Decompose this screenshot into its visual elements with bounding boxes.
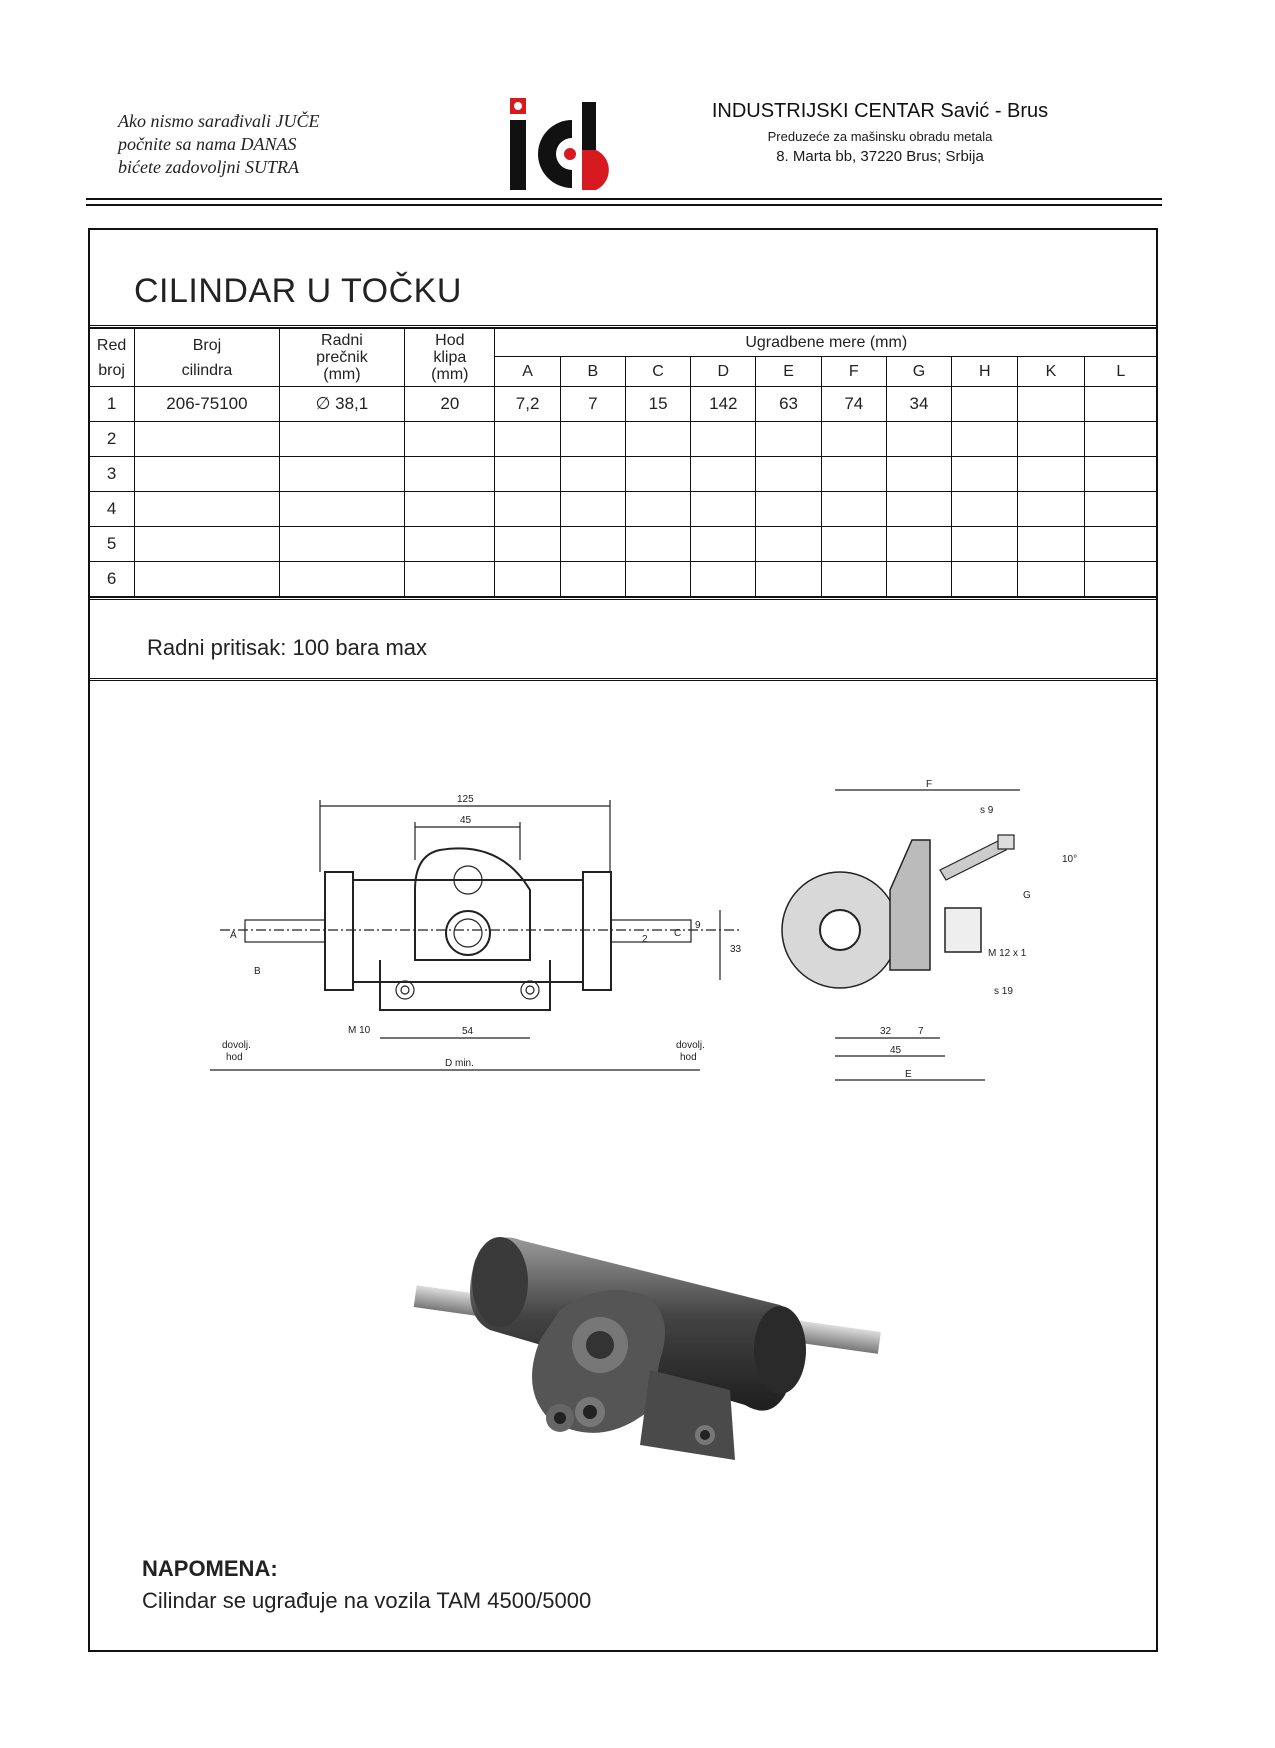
dim-2: 2: [642, 934, 648, 945]
dimension-b: [560, 527, 625, 562]
dimension-k: [1018, 422, 1084, 457]
dimension-g: [886, 562, 951, 597]
table-row: [89, 492, 1158, 527]
piston-stroke: [405, 527, 495, 562]
slogan-line-2: počnite sa nama DANAS: [118, 134, 297, 154]
dimension-l: [1084, 492, 1157, 527]
working-pressure: Radni pritisak: 100 bara max: [147, 635, 428, 660]
dimension-a: [495, 562, 560, 597]
dimension-h: [952, 492, 1018, 527]
table-row: [89, 422, 1158, 457]
working-diameter: [279, 527, 404, 562]
header-letter-d: D: [691, 357, 756, 387]
header-letter-k: K: [1018, 357, 1084, 387]
row-number: 4: [89, 492, 135, 527]
dimension-d: [691, 492, 756, 527]
header-letter-b: B: [560, 357, 625, 387]
dim-c: C: [674, 928, 682, 939]
label-dovolj-left: dovolj.: [222, 1040, 251, 1051]
header-radni-precnik: [279, 329, 404, 387]
row-number: 3: [89, 457, 135, 492]
dimension-g: 34: [886, 387, 951, 422]
pressure-divider: [88, 678, 1158, 681]
slogan: [118, 110, 319, 179]
dimension-f: [821, 492, 886, 527]
cylinder-number: [135, 492, 280, 527]
header-letter-c: C: [625, 357, 690, 387]
header-divider-2: [86, 204, 1162, 206]
company-sub: Preduzeće za mašinsku obradu metala: [767, 129, 993, 144]
dim-125: 125: [457, 794, 474, 805]
dimension-h: [952, 562, 1018, 597]
front-view: [210, 794, 742, 1070]
dimension-d: [691, 562, 756, 597]
header-hod-klipa: [405, 329, 495, 387]
header-red: Red: [96, 336, 127, 354]
dimension-l: [1084, 422, 1157, 457]
label-s9: s 9: [980, 805, 994, 816]
dimension-l: [1084, 562, 1157, 597]
dimension-b: [560, 422, 625, 457]
label-m12: M 12 x 1: [988, 948, 1027, 959]
cylinder-number: [135, 562, 280, 597]
dim-45: 45: [460, 815, 472, 826]
dimension-k: [1018, 457, 1084, 492]
label-dmin: D min.: [445, 1058, 474, 1069]
header-divider: [86, 198, 1162, 200]
table-row: [89, 457, 1158, 492]
table-row: [89, 562, 1158, 597]
slogan-line-3: bićete zadovoljni SUTRA: [118, 157, 299, 177]
working-diameter: [279, 422, 404, 457]
dim-33: 33: [730, 944, 742, 955]
header-letter-h: H: [952, 357, 1018, 387]
dimension-g: [886, 492, 951, 527]
dimension-k: [1018, 527, 1084, 562]
working-diameter: [279, 457, 404, 492]
dimension-e: [756, 527, 821, 562]
cylinder-number: 206-75100: [135, 387, 280, 422]
dimension-h: [952, 457, 1018, 492]
dim-g: G: [1023, 890, 1031, 901]
dimension-d: [691, 457, 756, 492]
company-info: [700, 100, 1060, 165]
dim-7: 7: [918, 1026, 924, 1037]
row-number: 6: [89, 562, 135, 597]
dimension-h: [952, 387, 1018, 422]
dimension-c: [625, 562, 690, 597]
dimension-a: [495, 457, 560, 492]
dimensions-table: [88, 328, 1158, 597]
company-name: INDUSTRIJSKI CENTAR Savić - Brus: [711, 100, 1049, 122]
dim-45-side: 45: [890, 1045, 902, 1056]
company-address: 8. Marta bb, 37220 Brus; Srbija: [776, 148, 984, 165]
dimension-l: [1084, 527, 1157, 562]
dimension-b: [560, 492, 625, 527]
dimension-e: [756, 492, 821, 527]
dimension-c: [625, 527, 690, 562]
header-letter-l: L: [1084, 357, 1157, 387]
dimension-e: 63: [756, 387, 821, 422]
dim-a: A: [230, 930, 237, 941]
header-hod-unit: (mm): [431, 366, 469, 383]
table-bottom-divider: [88, 597, 1158, 600]
dimension-e: [756, 422, 821, 457]
working-diameter: ∅ 38,1: [279, 387, 404, 422]
header-hod-label: Hod: [435, 332, 465, 349]
dimension-d: 142: [691, 387, 756, 422]
note-title: NAPOMENA:: [142, 1556, 278, 1581]
label-s19: s 19: [994, 986, 1013, 997]
cylinder-number: [135, 527, 280, 562]
dimension-g: [886, 457, 951, 492]
header-cilindra-label: cilindra: [181, 361, 233, 379]
label-hod-left: hod: [226, 1052, 243, 1063]
label-dovolj-right: dovolj.: [676, 1040, 705, 1051]
dim-54: 54: [462, 1026, 474, 1037]
dimension-b: [560, 457, 625, 492]
dimension-c: [625, 422, 690, 457]
dim-9: 9: [695, 920, 701, 931]
dimension-h: [952, 527, 1018, 562]
header-precnik-label: prečnik: [316, 349, 368, 366]
technical-drawing: [200, 779, 1078, 1100]
label-m10: M 10: [348, 1025, 371, 1036]
header-klipa-label: klipa: [433, 349, 467, 366]
dimension-d: [691, 527, 756, 562]
table-row: [89, 387, 1158, 422]
dimension-f: [821, 562, 886, 597]
header-broj-cilindra: [135, 329, 280, 387]
header-letter-a: A: [495, 357, 560, 387]
header-letter-e: E: [756, 357, 821, 387]
dimension-k: [1018, 387, 1084, 422]
dimension-a: 7,2: [495, 387, 560, 422]
dimension-d: [691, 422, 756, 457]
row-number: 5: [89, 527, 135, 562]
label-hod-right: hod: [680, 1052, 697, 1063]
ics-logo: [510, 98, 638, 190]
product-photo: [400, 1220, 900, 1480]
header-broj: broj: [98, 361, 125, 379]
header-radni-unit: (mm): [323, 366, 361, 383]
piston-stroke: 20: [405, 387, 495, 422]
dim-f: F: [926, 779, 933, 790]
header-letter-g: G: [886, 357, 951, 387]
dimension-a: [495, 492, 560, 527]
dimension-f: 74: [821, 387, 886, 422]
dimension-a: [495, 422, 560, 457]
dim-b: B: [254, 966, 261, 977]
header-radni-label: Radni: [321, 332, 363, 349]
dimension-c: [625, 492, 690, 527]
piston-stroke: [405, 457, 495, 492]
dim-32: 32: [880, 1026, 892, 1037]
row-number: 2: [89, 422, 135, 457]
dimension-f: [821, 457, 886, 492]
dimension-g: [886, 527, 951, 562]
table-row: [89, 527, 1158, 562]
dimension-c: 15: [625, 387, 690, 422]
dimension-b: 7: [560, 387, 625, 422]
dimension-k: [1018, 562, 1084, 597]
dimension-l: [1084, 387, 1157, 422]
dimension-f: [821, 422, 886, 457]
piston-stroke: [405, 422, 495, 457]
dimension-e: [756, 562, 821, 597]
dimension-l: [1084, 457, 1157, 492]
working-diameter: [279, 562, 404, 597]
slogan-line-1: Ako nismo sarađivali JUČE: [118, 111, 320, 131]
dimension-c: [625, 457, 690, 492]
piston-stroke: [405, 492, 495, 527]
cylinder-number: [135, 422, 280, 457]
row-number: 1: [89, 387, 135, 422]
header-red-broj: [89, 329, 135, 387]
dimension-b: [560, 562, 625, 597]
dimension-a: [495, 527, 560, 562]
dimension-g: [886, 422, 951, 457]
piston-stroke: [405, 562, 495, 597]
dimension-e: [756, 457, 821, 492]
working-diameter: [279, 492, 404, 527]
dimension-f: [821, 527, 886, 562]
label-10deg: 10°: [1062, 854, 1078, 865]
header-broj-label: Broj: [192, 336, 222, 354]
dim-e: E: [905, 1069, 912, 1080]
page-title: CILINDAR U TOČKU: [134, 272, 462, 310]
cylinder-number: [135, 457, 280, 492]
dimension-k: [1018, 492, 1084, 527]
note-text: Cilindar se ugrađuje na vozila TAM 4500/5000: [142, 1588, 592, 1613]
header-letter-f: F: [821, 357, 886, 387]
dimension-h: [952, 422, 1018, 457]
header-ugradbene-mere: Ugradbene mere (mm): [495, 329, 1158, 357]
